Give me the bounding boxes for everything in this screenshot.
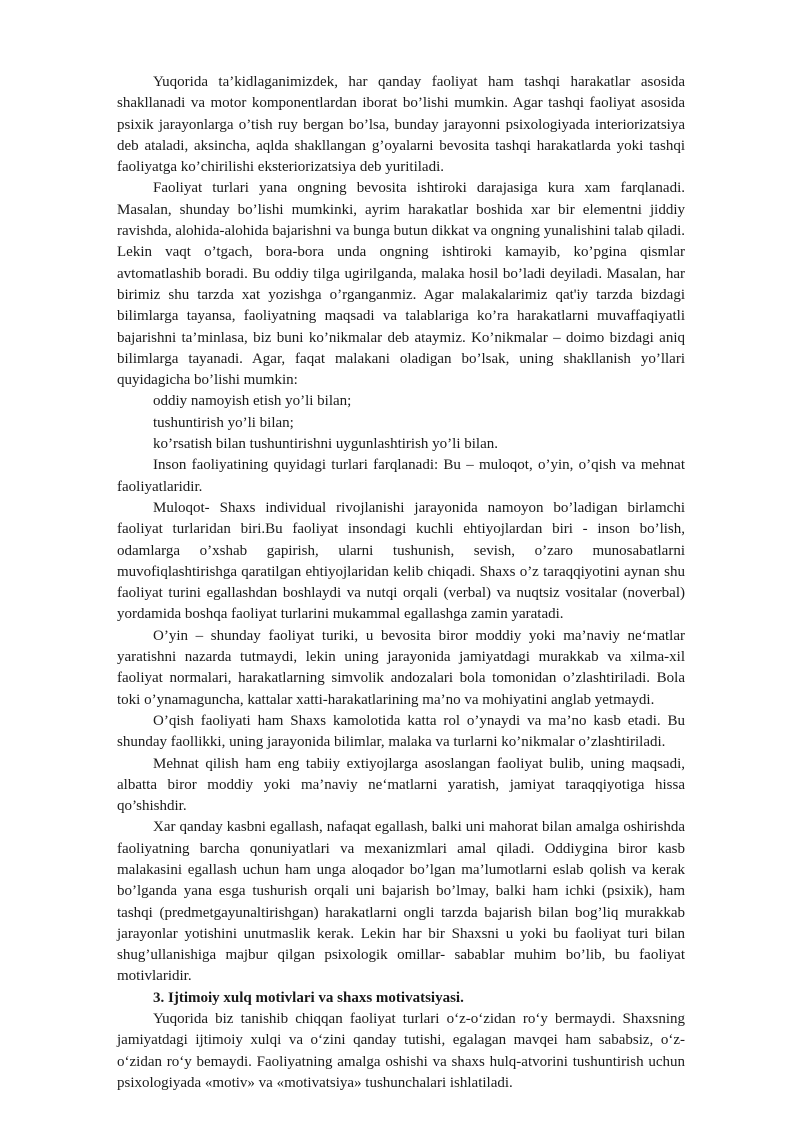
document-page: [117, 72, 685, 1094]
paragraph-oqish: O’qish faoliyati ham Shaxs kamolotida katta rol o’ynaydi va ma’no kasb etadi. Bu shunday faollikki, uning jarayonida bilimlar, malaka va turlarni ko’nikmalar o’zlashtiriladi.: [117, 712, 685, 751]
section-heading: 3. Ijtimoiy xulq motivlari va shaxs motivatsiyasi.: [153, 989, 464, 1006]
paragraph-kasb: Xar qanday kasbni egallash, nafaqat egallash, balki uni mahorat bilan amalga oshirishda faoliyatning barcha qonuniyatlari va mexanizmlari amal qiladi. Oddiygina biror kasb malakasini egallash uchun ham unga aloqador bo’lgan ma’lumotlarni eslab qolish va kerak bo’lganda yana esga tushurish orqali uni bajarish bo’lmay, balki ham ichki (psixik), ham tashqi (predmetgayunaltirishgan) harakatlarni ongli tarzda bajarish bilan bog’liq murakkab jarayonlar yotishini unutmaslik kerak. Lekin har bir Shaxsni u yoki bu faoliyat turi bilan shug’ullanishiga majbur qilgan psixologik omillar- sabablar muhim bo’lib, bu faoliyat motivlaridir.: [117, 819, 685, 985]
paragraph-interiorization: Yuqorida ta’kidlaganimizdek, har qanday faoliyat ham tashqi harakatlar asosida shakllanadi va motor komponentlardan iborat bo’lishi mumkin. Agar tashqi faoliyat asosida psixik jarayonlarga o’tish ruy bergan bo’lsa, bunday jarayonni psixologiyada interiorizatsiya deb ataladi, aksincha, aqlda shakllangan g’oyalarni bevosita tashqi harakatlarda yoki tashqi faoliyatga ko’chirilishi eksteriorizatsiya deb yuritiladi.: [117, 74, 685, 176]
paragraph-mehnat: Mehnat qilish ham eng tabiiy extiyojlarga asoslangan faoliyat bulib, uning maqsadi, albatta biror moddiy yoki ma’naviy ne‘matlarni yaratish, jamiyat taraqqiyotiga hissa qo’shishdir.: [117, 755, 685, 815]
paragraph-oyin: O’yin – shunday faoliyat turiki, u bevosita biror moddiy yoki ma’naviy ne‘matlar yaratishni nazarda tutmaydi, lekin uning jarayonida jamiyatdagi murakkab va xilma-xil faoliyat normalari, harakatlarning simvolik andozalari bola tomonidan o’zlashtiriladi. Bola toki o’ynamaguncha, kattalar xatti-harakatlarining ma’no va mohiyatini anglab yetmaydi.: [117, 627, 685, 708]
paragraph-muloqot: Muloqot- Shaxs individual rivojlanishi jarayonida namoyon bo’ladigan birlamchi faoliyat turlaridan biri.Bu faoliyat insondagi kuchli ehtiyojlardan biri - inson bo’lish, odamlarga o’xshab gapirish, ularni tushunish, sevish, o’zaro munosabatlarni muvofiqlashtirishga qaratilgan ehtiyojlaridan kelib chiqadi. Shaxs o’z taraqqiyotini aynan shu faoliyat turini egallashdan boshlaydi va nutqi orqali (verbal) va nuqtsiz vositalar (noverbal) yordamida boshqa faoliyat turlarini mukammal egallashga zamin yaratadi.: [117, 499, 685, 623]
list-item: ko’rsatish bilan tushuntirishni uygunlashtirish yo’li bilan.: [153, 436, 498, 453]
paragraph-activity-types: Faoliyat turlari yana ongning bevosita ishtiroki darajasiga kura xam farqlanadi. Masalan, shunday bo’lishi mumkinki, ayrim harakatlar boshida xar bir elementni jiddiy ravishda, alohida-alohida bajarishni va bunga butun dikkat va ongning yunalishini talab qiladi. Lekin vaqt o’tgach, bora-bora unda ongning ishtiroki kamayib, ko’pgina qismlar avtomatlashib boradi. Bu oddiy tilga ugirilganda, malaka hosil bo’ladi deyiladi. Masalan, har birimiz shu tarzda xat yozishga o’rganganmiz. Agar malakalarimiz qat'iy tarzda bizdagi bilimlarga tayansa, faoliyatning maqsadi va talablariga ko’ra harakatlarni muvaffaqiyatli bajarishni ta’minlasa, biz buni ko’nikmalar deb ataymiz. Ko’nikmalar – doimo bizdagi aniq bilimlarga tayanadi. Agar, faqat malakani oladigan bo’lsak, uning shakllanish yo’llari quyidagicha bo’lishi mumkin:: [117, 180, 685, 389]
list-item: tushuntirish yo’li bilan;: [153, 414, 294, 431]
paragraph-activity-kinds: Inson faoliyatining quyidagi turlari farqlanadi: Bu – muloqot, o’yin, o’qish va mehnat faoliyatlaridir.: [117, 457, 685, 495]
paragraph-motiv: Yuqorida biz tanishib chiqqan faoliyat turlari o‘z-o‘zidan ro‘y bermaydi. Shaxsning jamiyatdagi ijtimoiy xulqi va o‘zini qanday tutishi, egalagan mavqei ham sababsiz, o‘z-o‘zidan ro‘y bemaydi. Faoliyatning amalga oshishi va shaxs hulq-atvorini tushuntirish uchun psixologiyada «motiv» va «motivatsiya» tushunchalari ishlatiladi.: [117, 1011, 685, 1091]
list-item: oddiy namoyish etish yo’li bilan;: [153, 393, 352, 410]
